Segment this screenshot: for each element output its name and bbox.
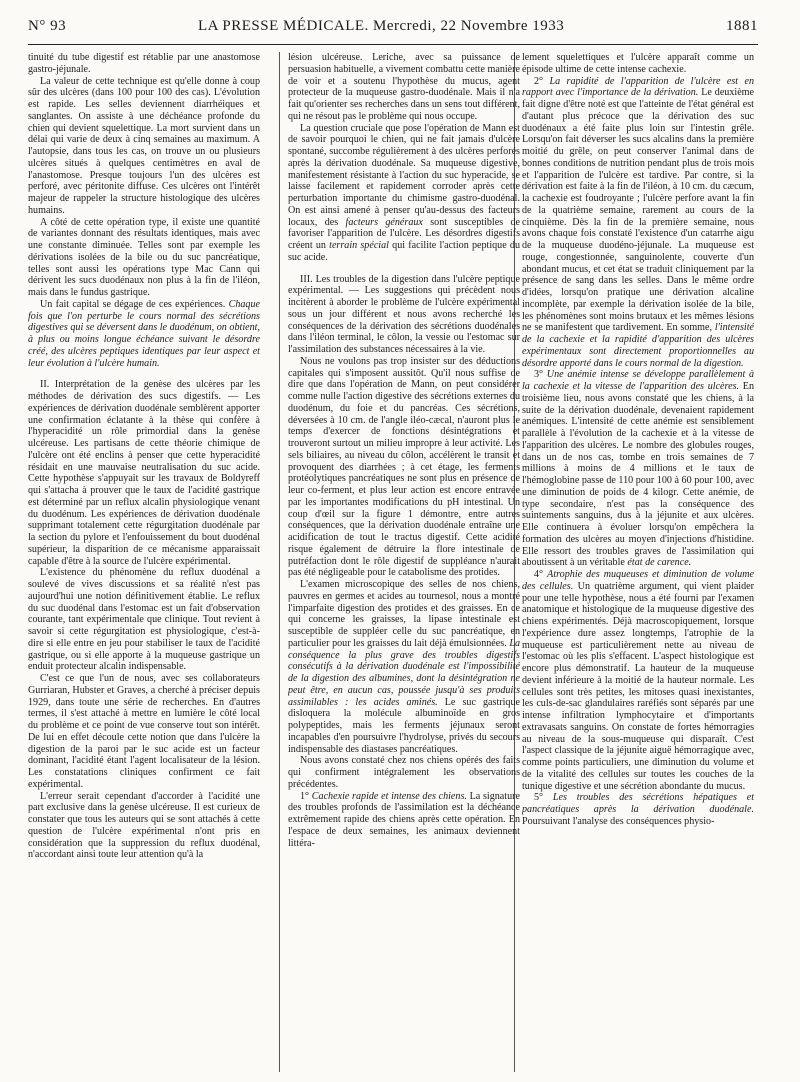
italic-run: Chaque fois que l'on perturbe le cours normal des sécrétions digestives qui se déversent dans le duodénum, on obtient, à plus ou moins longue échéance suivant le désordre créé, des ulcères peptiques identiques par leur aspect et leur évolution à l'ulcère humain. <box>28 298 260 369</box>
page-header <box>28 18 758 44</box>
paragraph <box>522 792 754 827</box>
paragraph <box>522 369 754 569</box>
paragraph: L'existence du phénomène du reflux duodénal a soulevé de vives discussions et sa réalité n'est pas aujourd'hui une notion définitivement établie. Le reflux du suc duodénal dans l'estomac est un fait d'observation courante, tant expérimentale que clinique. Tout revient à savoir si cette régurgitation est physiologique, c'est-à-dire si elle entre en jeu pour stabiliser le taux de l'acidité gastrique, ou si elle apporte à la muqueuse gastrique un enduit protecteur alcalin indispensable. <box>28 567 260 673</box>
text-run: sont susceptibles de favoriser l'apparition de l'ulcère. Les désordres digestifs créent un <box>288 216 520 251</box>
italic-run: La rapidité de l'apparition de l'ulcère est en rapport avec l'importance de la dérivation. <box>522 75 754 99</box>
text-run: 3° <box>534 369 547 381</box>
italic-run: Les troubles des sécrétions hépatiques et pancréatiques après la dérivation duodénale. <box>522 792 754 815</box>
paragraph: La valeur de cette technique est qu'elle donne à coup sûr des ulcères (dans 100 pour 100 des cas). L'évolution est rapide. Les selles deviennent diarrhéiques et sanglantes. On assiste à une déchéance profonde du chien qui devient squelettique. La mort survient dans un délai qui varie de deux à cinq semaines au maximum. A l'autopsie, dans tous les cas, on trouve un ou plusieurs ulcères situés à quelques centimètres en aval de l'anastomose. Presque toujours l'un des ulcères est perforé, avec péritonite diffuse. Ces ulcères ont l'intérêt majeur de rappeler la structure histologique des ulcères humains. <box>28 75 260 216</box>
page-number: 1881 <box>726 18 758 34</box>
column-divider <box>279 52 280 1072</box>
paragraph: lésion ulcéreuse. Leriche, avec sa puissance de persuasion habituelle, a vivement combattu cette manière de voir et a soutenu l'hypothèse du mucus, agent protecteur de la muqueuse gastro-duodénale. Mais il n'a fait qu'orienter ses recherches dans un sens tout différent, qui ne résout pas le problème qui nous occupe. <box>288 52 520 122</box>
paragraph: tinuité du tube digestif est rétablie par une anastomose gastro-jéjunale. <box>28 52 260 75</box>
paragraph: Nous ne voulons pas trop insister sur des déductions capitales qui s'imposent aussitôt. Qu'il nous suffise de dire que dans l'opération de Mann, on peut considérer comme nulle l'action digestive des sécrétions externes du duodénum, du foie et du pancréas. Ces sécrétions, déversées à 10 cm. de l'angle iléo-cæcal, n'auront plus le temps d'exercer de fonctions désintégrations et trouveront surtout un milieu impropre à leur activité. Les sels biliaires, au niveau du côlon, accélèrent le transit et provoquent des diarrhées ; à cet étage, les ferments protéolytiques pancréatiques ne sont plus en présence de leur co-ferment, et plus leur action est encore entravée par les importantes modifications du pH intestinal. Un coup d'œil sur la figure 1 démontre, entre autres conséquences, que la dérivation duodénale entraîne une acidification de tout le tractus digestif. Cette acidité risque également de détruire la flore intestinale de putréfaction dont le rôle digestif de suppléance n'aurait pas été négligeable pour le catabolisme des protides. <box>288 355 520 579</box>
column-1 <box>28 52 260 1072</box>
text-run: La question cruciale que pose l'opération de Mann est de savoir pourquoi le chien, qui ne fait jamais d'ulcère spontané, succombe régulièrement à des ulcères perforés après la dérivation duodénale. Sa muqueuse digestive, manifestement résistante à l'action du suc hyperacide, se laisse facilement et rapidement corroder après cette perturbation importante du chimisme gastro-duodénal. On est ainsi amené à penser qu'au-dessus des facteurs locaux, des <box>288 122 520 228</box>
paragraph <box>522 569 754 792</box>
column-2 <box>288 52 520 1072</box>
paragraph: L'erreur serait cependant d'accorder à l'acidité une part exclusive dans la genèse ulcéreuse. Il est curieux de constater que tous les auteurs qui se sont attachés à cette question de l'ulcère expérimental n'ont pris en considération que la suppression du reflux duodénal, n'accordant ainsi toute leur attention qu'à la <box>28 790 260 861</box>
text-run: 2° <box>534 75 550 87</box>
text-run: 1° <box>300 790 312 802</box>
text-run: L'examen microscopique des selles de nos chiens, pauvres en germes et acides au tournesol, nous a montré l'imparfaite digestion des protides et des graisses. En ce qui concerne les graisses, la lipase intestinale est susceptible de suppléer celle du suc pancréatique, en particulier pour les graisses du lait déjà émulsionnées. <box>288 579 520 649</box>
section-paragraph: II. Interprétation de la genèse des ulcères par les méthodes de dérivation des sucs digestifs. — Les expériences de dérivation duodénale semblèrent apporter une confirmation éclatante à la thèse qui confère à l'hyperacidité un rôle primordial dans la genèse ulcéreuse. Les partisans de cette théorie chimique de l'ulcère ont été enclins à penser que cette hyperacidité résidait en une mauvaise neutralisation du suc acide. Cette hypothèse s'appuyait sur les travaux de Boldyreff qui s'attacha à prouver que le taux de l'acidité gastrique est déterminé par un reflux alcalin physiologique venant du duodénum. Les expériences de dérivation duodénale supprimant totalement cette régurgitation duodénale par la section du pylore et l'enfouissement du bout duodénal supérieur, la disparition de ce mécanisme apparaissait capable d'être à la source de l'ulcère expérimental. <box>28 379 260 567</box>
italic-run: Atrophie des muqueuses et diminution de volume des cellules. <box>522 569 754 592</box>
journal-title: LA PRESSE MÉDICALE. Mercredi, 22 Novembre 1933 <box>198 18 565 34</box>
italic-run: Cachexie rapide et intense des chiens. <box>311 790 467 802</box>
text-run: 4° <box>534 569 548 580</box>
paragraph: Nous avons constaté chez nos chiens opérés des faits qui confirment intégralement les observations précédentes. <box>288 755 520 790</box>
text-run: Un quatrième argument, qui vient plaider pour une telle hypothèse, nous a été fourni par l'examen anatomique et histologique de la muqueuse digestive des chiens expérimentés. Déjà macroscopiquement, lorsque l'expérience dure assez longtemps, l'atrophie de la muqueuse est particulièrement nette au niveau de l'estomac où les plis s'effacent. L'aspect histologique est encore plus démonstratif. La hauteur de la muqueuse devient inférieure à la moitié de la hauteur normale. Les cellules sont très petites, les mitoses quasi inexistantes, les culs-de-sac glandulaires raréfiés sont séparés par une intense infiltration lymphocytaire et d'importants extravasats sanguins. On constate de fortes hémorragies au niveau de la sous-muqueuse qui disparaît. C'est l'aspect classique de la jéjunite aiguë hémorragique avec, comme points particuliers, une diminution du volume et de la vitalité des cellules sur toutes les couches de la tunique digestive et une sécrétion abondante du mucus. <box>522 580 754 792</box>
paragraph <box>288 579 520 755</box>
paragraph: lement squelettiques et l'ulcère apparaît comme un épisode ultime de cette intense cachexie. <box>522 52 754 75</box>
italic-run: Une anémie intense se développe parallèlement à la cachexie et la vitesse de l'apparition des ulcères. <box>522 369 754 392</box>
text-run: qui facilite l'action peptique du suc acide. <box>288 240 520 263</box>
text-run: Poursuivant l'analyse des conséquences physio- <box>522 815 715 827</box>
paragraph <box>28 299 260 370</box>
paragraph: A côté de cette opération type, il existe une quantité de variantes donnant des résultats identiques, mais avec une constante diminuée. Telles sont par exemple les dérivations isolées de la bile ou du suc pancréatique, telles sont aussi les opérations type Mac Cann qui dérivent les sucs duodénaux non plus à la fin de l'iléon, mais dans le fundus gastrique. <box>28 216 260 298</box>
italic-run: La conséquence la plus grave des troubles digestifs consécutifs à la dérivation duodénale est l'impossibilité de la digestion des albumines, dont la désintégration ne peut être, en aucun cas, poussée jusqu'à ses produits assimilables : les acides aminés. <box>288 637 520 708</box>
text-run: Un fait capital se dégage de ces expériences. <box>40 298 229 310</box>
paragraph: C'est ce que l'un de nous, avec ses collaborateurs Gurriaran, Hubster et Graves, a cherché à préciser depuis 1929, dans toute une série de recherches. En d'autres termes, il s'est attaché à mettre en lumière le côté local du problème et ce point de vue conserve tout son intérêt. De lui en effet découle cette notion que dans l'ulcère la digestion de la paroi par le suc acide est un facteur dominant, l'acidité étant l'agent localisateur de la lésion. Les constatations cliniques confirment ce fait expérimental. <box>28 673 260 790</box>
text-run: En troisième lieu, nous avons constaté que les chiens, à la suite de la dérivation duodénale, devenaient rapidement anémiques. L'intensité de cette anémie est sensiblement parallèle à l'évolution de la cachexie et à la vitesse de l'apparition des ulcères. Le nombre des globules rouges, dans un de nos cas, tombe en trois semaines de 7 millions à moins de 4 millions et le taux de l'hémoglobine passe de 110 pour 100 à 60 pour 100, avec une diminution de poids de 4 kilogr. Cette anémie, de type secondaire, n'est pas la conséquence des suintements sanguins, dus à la jéjunite et aux ulcères. Elle continuera à évoluer lorsqu'on empêchera la formation des ulcères au moyen d'injections d'histidine. Elle ressort des troubles graves de l'assimilation qui aboutissent à un véritable <box>522 381 754 569</box>
text-run: Le suc gastrique disloquera la molécule albuminoïde en gros polypeptides, mais les ferments jéjunaux seront incapables d'en poursuivre l'hydrolyse, privés du secours indispensable des diastases pancréatiques. <box>288 696 520 755</box>
italic-run: l'intensité de la cachexie et la rapidité d'apparition des ulcères expérimentaux sont directement proportionnelles au désordre apporté dans le cours normal de la digestion. <box>522 322 754 369</box>
header-rule <box>28 44 758 45</box>
text-run: La signature des troubles profonds de l'assimilation est la déchéance extrêmement rapide des chiens après cette opération. En l'espace de deux semaines, les animaux deviennent littéra- <box>288 790 520 849</box>
text-run: Le deuxième fait digne d'être noté est que l'atteinte de l'état général est d'autant plus précoce que la dérivation des suc duodénaux a été faite plus loin sur l'intestin grêle. Lorsqu'on fait déverser les sucs alcalins dans la première moitié du grêle, on peut conserver l'animal dans de bonnes conditions de nutrition pendant plus de trois mois et l'apparition de l'ulcère est tardive. Par contre, si la dérivation est faite à la fin de l'iléon, à 10 cm. du cæcum, la cachexie est foudroyante ; l'ulcère perfore avant la fin de la quatrième semaine, rarement au cours de la cinquième. Dès la fin de la première semaine, nous avons chaque fois constaté l'existence d'un catarrhe aigu de la muqueuse duodéno-jéjunale. La muqueuse est rouge, congestionnée, sanguinolente, couverte d'un abondant mucus, et cet état se traduit cliniquement par la présence de sang dans les selles. Dans le même ordre d'idées, lorsqu'on pratique une dérivation alcaline incomplète, par exemple la dérivation isolée de la bile, les phénomènes sont moins brutaux et les mêmes lésions ne se manifestent que tardivement. En somme, <box>522 87 754 334</box>
section-paragraph: III. Les troubles de la digestion dans l'ulcère peptique expérimental. — Les suggestions qui précèdent nous incitèrent à aborder le problème de l'ulcère expérimental sous un jour différent et nous avons recherché les conséquences de la dérivation des sécrétions duodénales dans l'iléon terminal, le côlon, la vessie ou l'estomac sur l'assimilation des substances nécessaires à la vie. <box>288 273 520 355</box>
text-run: 5° <box>534 792 553 804</box>
column-3 <box>522 52 754 1072</box>
issue-number: N° 93 <box>28 18 67 34</box>
paragraph <box>522 76 754 370</box>
paragraph <box>288 791 520 850</box>
italic-run: terrain spécial <box>329 240 389 251</box>
italic-run: état de carence. <box>627 557 692 569</box>
paragraph <box>288 123 520 264</box>
italic-run: facteurs généraux <box>345 216 423 228</box>
